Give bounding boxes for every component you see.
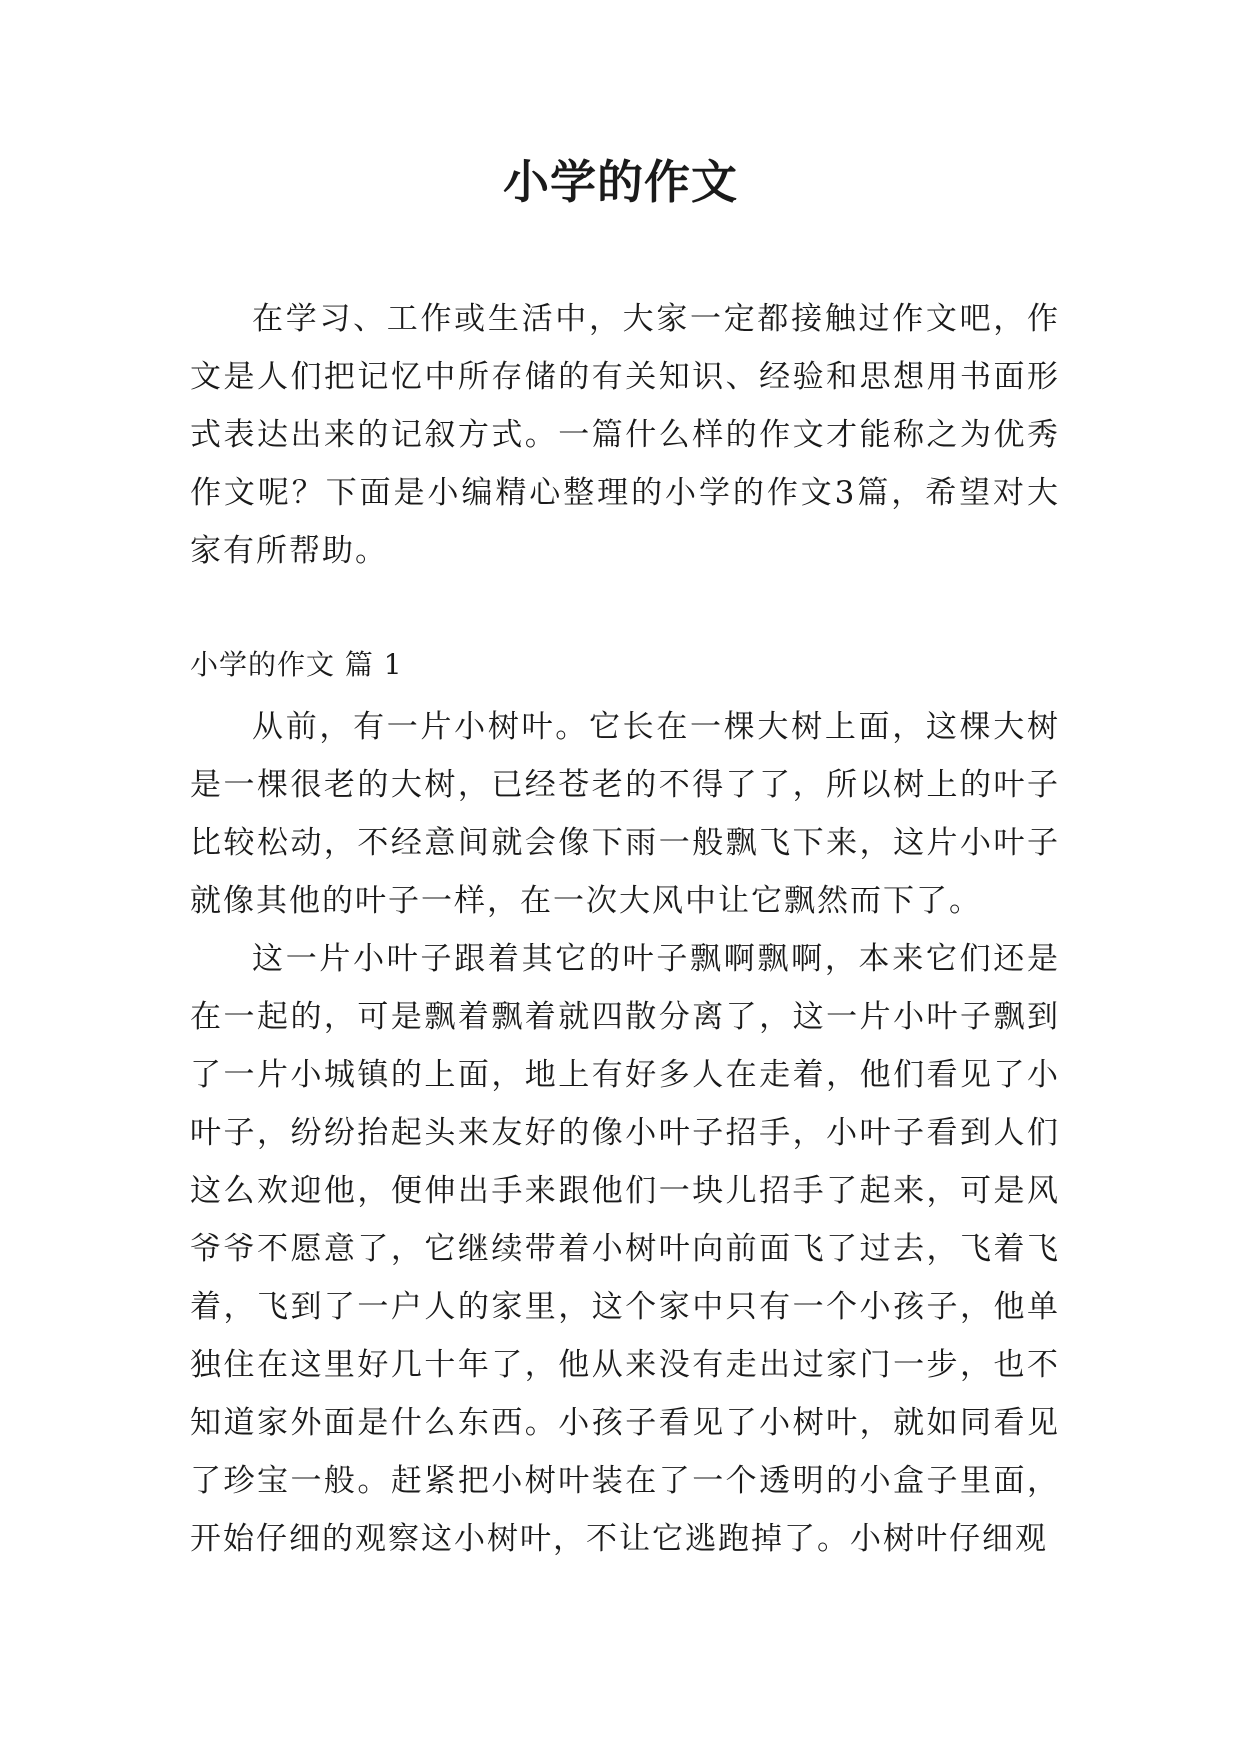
document-title: 小学的作文 <box>503 155 738 209</box>
intro-paragraph: 在学习、工作或生活中，大家一定都接触过作文吧，作文是人们把记忆中所存储的有关知识、经验和思想用书面形式表达出来的记叙方式。一篇什么样的作文才能称之为优秀作文呢？下面是小编精心整理的小学的作文3篇，希望对大家有所帮助。 <box>190 301 1060 569</box>
section-heading: 小学的作文 篇 1 <box>190 648 403 681</box>
section-body <box>190 698 1060 1568</box>
intro-block <box>190 290 1060 580</box>
body-paragraph: 从前，有一片小树叶。它长在一棵大树上面，这棵大树是一棵很老的大树，已经苍老的不得了了，所以树上的叶子比较松动，不经意间就会像下雨一般飘飞下来，这片小叶子就像其他的叶子一样，在一次大风中让它飘然而下了。 <box>190 709 1060 919</box>
body-paragraph: 这一片小叶子跟着其它的叶子飘啊飘啊，本来它们还是在一起的，可是飘着飘着就四散分离了，这一片小叶子飘到了一片小城镇的上面，地上有好多人在走着，他们看见了小叶子，纷纷抬起头来友好的像小叶子招手，小叶子看到人们这么欢迎他，便伸出手来跟他们一块儿招手了起来，可是风爷爷不愿意了，它继续带着小树叶向前面飞了过去，飞着飞着，飞到了一户人的家里，这个家中只有一个小孩子，他单独住在这里好几十年了，他从来没有走出过家门一步，也不知道家外面是什么东西。小孩子看见了小树叶，就如同看见了珍宝一般。赶紧把小树叶装在了一个透明的小盒子里面，开始仔细的观察这小树叶，不让它逃跑掉了。小树叶仔细观 <box>190 941 1060 1557</box>
